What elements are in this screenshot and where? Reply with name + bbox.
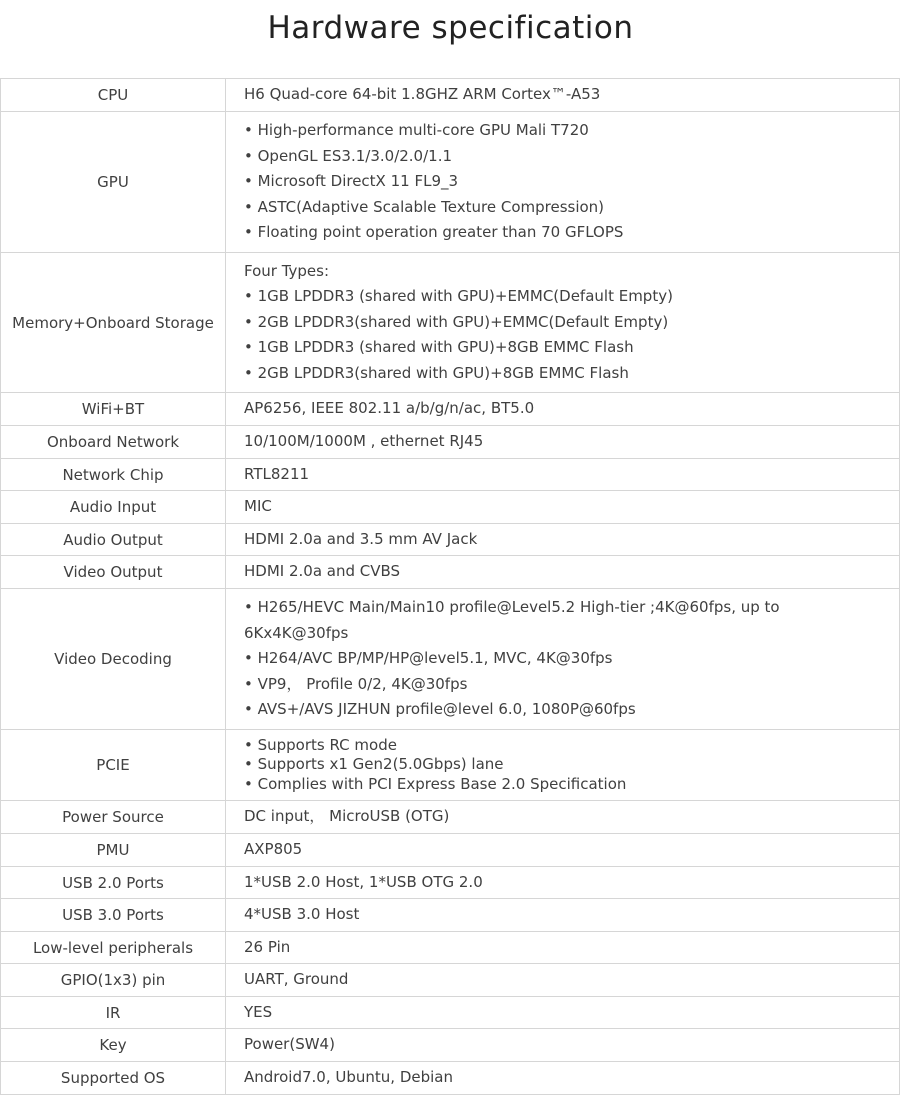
spec-value-line: 4*USB 3.0 Host [244, 905, 360, 924]
spec-value [226, 253, 900, 393]
spec-row [1, 393, 900, 426]
spec-value [226, 964, 900, 997]
spec-value [226, 1062, 900, 1095]
spec-row [1, 589, 900, 730]
spec-label: GPU [1, 112, 226, 253]
spec-value-line: • Complies with PCI Express Base 2.0 Specification [244, 774, 627, 793]
spec-value-line: DC input， MicroUSB (OTG) [244, 807, 450, 826]
spec-value-line: • Supports x1 Gen2(5.0Gbps) lane [244, 755, 504, 774]
spec-label: Onboard Network [1, 426, 226, 459]
spec-value-line: RTL8211 [244, 464, 310, 483]
spec-value-line: • H265/HEVC Main/Main10 profile@Level5.2 High-tier ;4K@60fps, up to [244, 598, 780, 617]
spec-value-line: AXP805 [244, 840, 303, 859]
spec-value [226, 834, 900, 867]
spec-row [1, 932, 900, 964]
spec-row [1, 459, 900, 491]
spec-value-line: Four Types: [244, 261, 330, 280]
spec-value [226, 730, 900, 801]
spec-value-line: • Microsoft DirectX 11 FL9_3 [244, 172, 459, 191]
spec-value-line: • Floating point operation greater than 70 GFLOPS [244, 223, 624, 242]
spec-label: USB 2.0 Ports [1, 867, 226, 899]
spec-value-line: • H264/AVC BP/MP/HP@level5.1, MVC, 4K@30fps [244, 649, 613, 668]
spec-value-line: HDMI 2.0a and 3.5 mm AV Jack [244, 529, 478, 548]
spec-value-line: UART, Ground [244, 970, 349, 989]
spec-value [226, 899, 900, 932]
spec-row [1, 997, 900, 1029]
spec-label: IR [1, 997, 226, 1029]
spec-value [226, 426, 900, 459]
spec-label: Network Chip [1, 459, 226, 491]
spec-value-line: • 1GB LPDDR3 (shared with GPU)+8GB EMMC Flash [244, 338, 634, 357]
spec-row [1, 730, 900, 801]
spec-label: CPU [1, 79, 226, 112]
spec-value-line: 10/100M/1000M , ethernet RJ45 [244, 432, 484, 451]
spec-value-line: • High-performance multi-core GPU Mali T720 [244, 121, 589, 140]
spec-value [226, 1029, 900, 1062]
spec-value-line: H6 Quad-core 64-bit 1.8GHZ ARM Cortex™-A53 [244, 85, 601, 104]
spec-value-line: • 2GB LPDDR3(shared with GPU)+EMMC(Default Empty) [244, 312, 669, 331]
spec-value [226, 801, 900, 834]
spec-value-line: AP6256, IEEE 802.11 a/b/g/n/ac, BT5.0 [244, 399, 535, 418]
spec-value [226, 556, 900, 589]
spec-value-line: • VP9， Profile 0/2, 4K@30fps [244, 674, 468, 693]
spec-row [1, 867, 900, 899]
spec-label: Audio Input [1, 491, 226, 524]
spec-value [226, 491, 900, 524]
spec-row [1, 524, 900, 556]
spec-value [226, 589, 900, 730]
spec-value [226, 932, 900, 964]
spec-value [226, 393, 900, 426]
spec-label: Power Source [1, 801, 226, 834]
spec-value [226, 112, 900, 253]
spec-label: Video Output [1, 556, 226, 589]
spec-label: USB 3.0 Ports [1, 899, 226, 932]
spec-row [1, 834, 900, 867]
spec-row [1, 556, 900, 589]
spec-value-line: • Supports RC mode [244, 735, 397, 754]
spec-row [1, 1029, 900, 1062]
spec-row [1, 112, 900, 253]
spec-value-line: 6Kx4K@30fps [244, 623, 349, 642]
spec-row [1, 899, 900, 932]
spec-row [1, 491, 900, 524]
spec-value [226, 459, 900, 491]
spec-value [226, 524, 900, 556]
spec-value-line: • ASTC(Adaptive Scalable Texture Compression) [244, 197, 605, 216]
spec-label: Audio Output [1, 524, 226, 556]
spec-value-line: 1*USB 2.0 Host, 1*USB OTG 2.0 [244, 872, 483, 891]
spec-label: Supported OS [1, 1062, 226, 1095]
spec-value-line: • OpenGL ES3.1/3.0/2.0/1.1 [244, 146, 453, 165]
spec-row [1, 1062, 900, 1095]
spec-value-line: MIC [244, 497, 272, 516]
spec-row [1, 253, 900, 393]
spec-table [0, 78, 900, 1095]
spec-label: GPIO(1x3) pin [1, 964, 226, 997]
spec-value-line: Power(SW4) [244, 1035, 335, 1054]
spec-value-line: • 1GB LPDDR3 (shared with GPU)+EMMC(Default Empty) [244, 287, 673, 306]
spec-value-line: Android7.0, Ubuntu, Debian [244, 1068, 453, 1087]
spec-value-line: HDMI 2.0a and CVBS [244, 562, 401, 581]
spec-value [226, 79, 900, 112]
spec-value-line: YES [244, 1002, 273, 1021]
spec-row [1, 426, 900, 459]
spec-label: PMU [1, 834, 226, 867]
spec-value [226, 867, 900, 899]
spec-row [1, 964, 900, 997]
spec-label: Video Decoding [1, 589, 226, 730]
spec-table-body [1, 79, 900, 1095]
spec-value-line: • 2GB LPDDR3(shared with GPU)+8GB EMMC Flash [244, 363, 629, 382]
spec-label: Memory+Onboard Storage [1, 253, 226, 393]
spec-label: WiFi+BT [1, 393, 226, 426]
spec-label: PCIE [1, 730, 226, 801]
spec-value [226, 997, 900, 1029]
spec-row [1, 79, 900, 112]
spec-row [1, 801, 900, 834]
spec-label: Key [1, 1029, 226, 1062]
spec-value-line: 26 Pin [244, 937, 291, 956]
spec-label: Low-level peripherals [1, 932, 226, 964]
page-title: Hardware specification [267, 10, 634, 46]
spec-value-line: • AVS+/AVS JIZHUN profile@level 6.0, 1080P@60fps [244, 700, 636, 719]
